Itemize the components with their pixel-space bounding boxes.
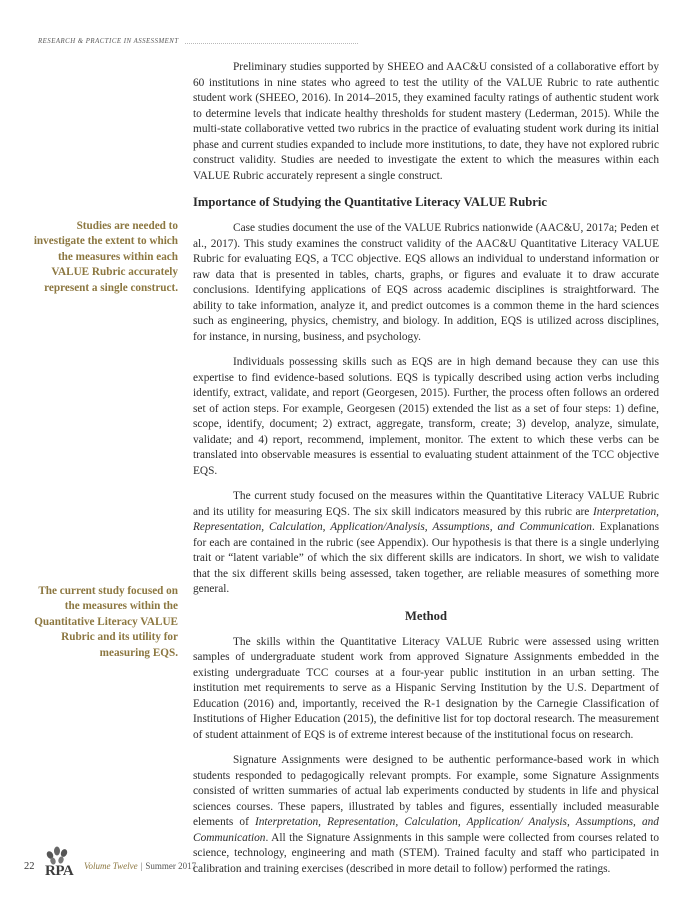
volume-label: Volume Twelve (84, 861, 138, 871)
heading-method: Method (405, 608, 447, 623)
paragraph-preliminary-studies: Preliminary studies supported by SHEEO and AAC&U consisted of a collaborative effort by 60 institutions in nine states who agreed to test the utility of the VALUE Rubric to rate authentic student work (SHEEO, 2016). In 2014–2015, they examined faculty ratings of authentic student work to determine levels that indicate healthy thresholds for student mastery (Lederman, 2015). While the multi-state collaborative vetted two rubrics in the practice of evaluating student work during its initial phase and current studies expanded to include more institutions, to date, they have not explored rubric construct validity. Studies are needed to investigate the extent to which the measures within each VALUE Rubric accurately represent a single construct. (193, 61, 659, 182)
rpa-logo (42, 846, 78, 886)
text-run: . Explanations for each are contained in the rubric (see Appendix). Our hypothesis is that there is a single underlying trait or “latent variable” of which the six different skills are indicators. In short, we wish to validate that the six different skills being assessed, taken together, are reliable measures of something more general. (193, 521, 659, 595)
running-head (38, 34, 358, 48)
dotted-rule (185, 43, 358, 44)
heading-importance: Importance of Studying the Quantitative Literacy VALUE Rubric (193, 195, 547, 209)
text-run: The current study focused on the measures within the Quantitative Literacy VALUE Rubric and its utility for measuring EQS. The six skill indicators measured by this rubric are (193, 490, 659, 518)
issue-season: Summer 2017 (145, 861, 197, 871)
paragraph-case-studies: Case studies document the use of the VALUE Rubrics nationwide (AAC&U, 2017a; Peden et al., 2017). This study examines the construct validity of the AAC&U Quantitative Literacy VALUE Rubric for evaluating EQS, a TCC objective. EQS allows an individual to understand information or raw data that is presented in tables, charts, graphs, or figures and evaluate it to draw accurate conclusions. Identifying applications of EQS across academic disciplines is straightforward. The ability to take information, analyze it, and predict outcomes is a common theme in the hard sciences such as engineering, physics, chemistry, and biology. In addition, EQS is utilized across disciplines, for instance, in nursing, business, and psychology. (193, 222, 659, 343)
paragraph-individuals: Individuals possessing skills such as EQS are in high demand because they can use this expertise to find evidence-based solutions. EQS is typically described using action verbs including identify, extract, validate, and report (Georgesen, 2015). Further, the process often follows an ordered set of action steps. For example, Georgesen (2015) extended the list as a set of four steps: 1) define, scope, identify, document; 2) extract, aggregate, transform, create; 3) develop, analyze, simulate, validate; and 4) report, recommend, implement, monitor. The extent to which these verbs can be translated into observable measures is essential to evaluating student attainment of the TCC objective EQS. (193, 356, 659, 477)
text-run: . All the Signature Assignments in this sample were collected from courses related to science, technology, engineering and math (STEM). Trained faculty and staff who participated in calibration and training exercises (described in more detail to follow) performed the ratings. (193, 831, 659, 875)
text-run: Signature Assignments were designed to be authentic performance-based work in which students responded to pedagogically relevant prompts. For example, some Signature Assignments consisted of written summaries of actual lab experiments conducted by students in life and physical sciences courses. These papers, illustrated by tables and figures, essentially included measurable elements of (193, 754, 659, 828)
paragraph-method-skills: The skills within the Quantitative Literacy VALUE Rubric were assessed using written samples of undergraduate student work from approved Signature Assignments embedded in the existing undergraduate TCC courses at a four-year public institution in an urban setting. The institution met requirements to serve as a Hispanic Serving Institution by the U.S. Department of Education (2016) and, importantly, received the R-1 designation by the Carnegie Classification of Institutions of Higher Education (2015), the definitive list for top doctoral research. The measurement of student attainment of EQS is of extreme interest because of the institutional focus on research. (193, 635, 659, 741)
logo-text: RPA (45, 863, 74, 879)
pull-quote-current-study: The current study focused on the measures within the Quantitative Literacy VALUE Rubric and its utility for measuring EQS. (34, 585, 178, 659)
footer-separator: | (140, 861, 143, 871)
page-footer (24, 846, 324, 886)
pull-quote-construct: Studies are needed to investigate the extent to which the measures within each VALUE Rubric accurately represent a single construct. (33, 220, 178, 294)
running-head-text: RESEARCH & PRACTICE IN ASSESSMENT (38, 37, 179, 45)
paragraph-current-study (193, 489, 659, 598)
page-number: 22 (24, 860, 35, 872)
text-run-italic: Interpretation, Representation, Calculation, Application/ Analysis, Assumptions, and Communication (193, 816, 659, 844)
text-run-italic: Interpretation, Representation, Calculation, Application/Analysis, Assumptions, and Communication (193, 505, 659, 533)
main-column (193, 60, 659, 887)
